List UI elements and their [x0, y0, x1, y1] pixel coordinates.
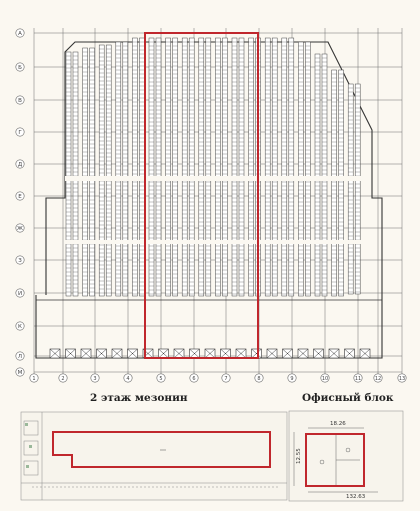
rack-row	[148, 38, 163, 296]
rack-row	[331, 70, 346, 296]
column-axis-label: 9	[290, 376, 294, 383]
office-plan	[288, 410, 404, 502]
row-axis-marker	[16, 368, 24, 376]
row-axis-label: К	[18, 324, 22, 331]
mezzanine-caption: 2 этаж мезонин	[90, 392, 188, 404]
row-axis-label: М	[17, 370, 23, 377]
column-axis-marker	[157, 374, 165, 382]
dock-gate	[205, 349, 215, 358]
rack-row	[281, 38, 296, 296]
rack-row	[214, 38, 229, 296]
dock-gate	[128, 349, 138, 358]
dock-gate	[329, 349, 339, 358]
row-axis-marker	[16, 160, 24, 168]
column-axis-marker	[374, 374, 382, 382]
dock-gate	[112, 349, 122, 358]
column-axis-marker	[398, 374, 406, 382]
column-axis-label: 8	[257, 376, 261, 383]
dock-gate	[267, 349, 277, 358]
dock-gate	[66, 349, 76, 358]
row-axis-marker	[16, 29, 24, 37]
column-axis-label: 10	[321, 376, 329, 383]
row-axis-marker	[16, 192, 24, 200]
office-height-label: 12.55	[296, 448, 302, 464]
rack-rows	[65, 38, 362, 296]
rack-row	[82, 48, 97, 296]
column-axis-marker	[190, 374, 198, 382]
rack-row	[248, 38, 263, 296]
mezzanine-plan	[20, 411, 288, 501]
rack-row	[115, 42, 130, 296]
rack-row	[297, 42, 312, 296]
row-axis-label: Д	[17, 162, 23, 169]
column-axis-label: 7	[224, 376, 228, 383]
row-axis-label: И	[17, 291, 23, 298]
column-axis-label: 4	[126, 376, 130, 383]
row-axis-marker	[16, 63, 24, 71]
row-axis-label: Г	[18, 130, 22, 137]
dock-gate	[236, 349, 246, 358]
column-axis-label: 6	[192, 376, 196, 383]
office-bottom-label: 132.63	[346, 494, 366, 500]
rack-row	[264, 38, 279, 296]
dock-gate	[360, 349, 370, 358]
row-axis-marker	[16, 128, 24, 136]
rack-row	[65, 52, 80, 296]
row-axis-marker	[16, 322, 24, 330]
column-axis-label: 11	[354, 376, 362, 383]
dock-gates	[50, 349, 370, 358]
dock-gate	[314, 349, 324, 358]
row-axis-label: Б	[18, 65, 22, 72]
column-axis-marker	[59, 374, 67, 382]
column-axis-label: 12	[374, 376, 382, 383]
column-axis-label: 3	[93, 376, 97, 383]
dock-gate	[283, 349, 293, 358]
row-axis-label: З	[18, 258, 22, 265]
office-width-label: 18.26	[330, 421, 346, 427]
column-axis-label: 1	[32, 376, 36, 383]
row-axis-marker	[16, 256, 24, 264]
dock-gate	[81, 349, 91, 358]
dock-gate	[174, 349, 184, 358]
dock-gate	[50, 349, 60, 358]
column-axis-marker	[30, 374, 38, 382]
column-axis-marker	[255, 374, 263, 382]
rack-row	[181, 38, 196, 296]
rack-row	[314, 54, 329, 296]
column-axis-marker	[321, 374, 329, 382]
column-axis-label: 5	[159, 376, 163, 383]
rack-row	[165, 38, 180, 296]
column-axis-marker	[354, 374, 362, 382]
dock-gate	[345, 349, 355, 358]
rack-row	[231, 38, 246, 296]
column-axis-label: 13	[398, 376, 406, 383]
row-axis-label: Л	[17, 354, 23, 361]
row-axis-label: А	[18, 31, 22, 38]
column-axis-marker	[91, 374, 99, 382]
column-axis-marker	[222, 374, 230, 382]
dock-gate	[252, 349, 262, 358]
dock-gate	[97, 349, 107, 358]
dock-gate	[190, 349, 200, 358]
dock-gate	[221, 349, 231, 358]
rack-row	[198, 38, 213, 296]
row-axis-marker	[16, 289, 24, 297]
dock-gate	[159, 349, 169, 358]
row-axis-marker	[16, 96, 24, 104]
rack-row	[347, 84, 362, 294]
rack-row	[98, 45, 113, 296]
office-caption: Офисный блок	[302, 392, 394, 404]
column-axis-marker	[288, 374, 296, 382]
row-axis-label: Е	[18, 194, 22, 201]
dock-gate	[298, 349, 308, 358]
row-axis-label: В	[18, 98, 22, 105]
row-axis-marker	[16, 224, 24, 232]
column-axis-label: 2	[61, 376, 65, 383]
row-axis-marker	[16, 352, 24, 360]
row-axis-label: Ж	[17, 226, 23, 233]
column-axis-marker	[124, 374, 132, 382]
